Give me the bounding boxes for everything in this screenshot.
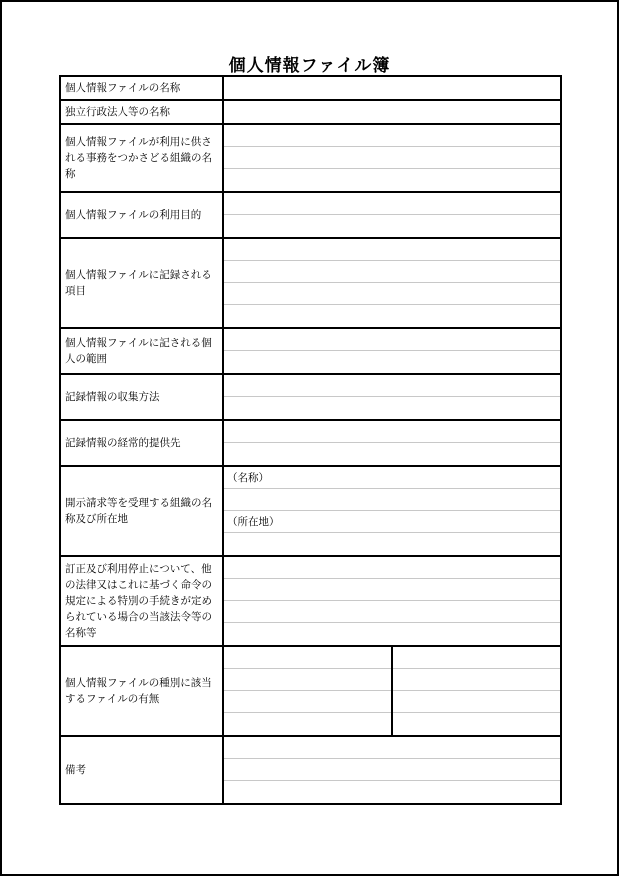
- table-row: [60, 556, 561, 646]
- entry-line[interactable]: [224, 601, 560, 623]
- form-title: 個人情報ファイル簿: [228, 56, 391, 76]
- row-label: 個人情報ファイルの名称: [60, 76, 223, 100]
- right-column[interactable]: [391, 647, 560, 735]
- value-cell[interactable]: [223, 124, 561, 192]
- table-row: [60, 192, 561, 238]
- entry-line[interactable]: [224, 77, 560, 99]
- entry-line[interactable]: [224, 557, 560, 579]
- entry-line[interactable]: [224, 305, 560, 327]
- entry-line[interactable]: [224, 239, 560, 261]
- entry-line[interactable]: [224, 215, 560, 237]
- row-label: 記録情報の経常的提供先: [60, 420, 223, 466]
- table-row: [60, 124, 561, 192]
- entry-line[interactable]: [224, 397, 560, 419]
- value-cell[interactable]: [223, 466, 561, 556]
- entry-line[interactable]: [224, 759, 560, 781]
- entry-line[interactable]: [224, 579, 560, 601]
- entry-line[interactable]: [224, 101, 560, 123]
- value-cell[interactable]: [223, 420, 561, 466]
- value-cell[interactable]: [223, 76, 561, 100]
- value-cell[interactable]: [223, 192, 561, 238]
- entry-line[interactable]: [393, 647, 560, 669]
- entry-line[interactable]: [224, 261, 560, 283]
- table-row: [60, 736, 561, 804]
- row-label: 個人情報ファイルが利用に供される事務をつかさどる組織の名称: [60, 124, 223, 192]
- entry-line[interactable]: [224, 647, 391, 669]
- row-label: 記録情報の収集方法: [60, 374, 223, 420]
- entry-line[interactable]: [393, 713, 560, 735]
- table-row: [60, 328, 561, 374]
- row-label: 個人情報ファイルに記される個人の範囲: [60, 328, 223, 374]
- row-label: 個人情報ファイルの利用目的: [60, 192, 223, 238]
- entry-line[interactable]: [224, 669, 391, 691]
- entry-line[interactable]: [224, 375, 560, 397]
- entry-line[interactable]: [224, 125, 560, 147]
- table-row: [60, 100, 561, 124]
- entry-line[interactable]: [224, 489, 560, 511]
- row-label: 開示請求等を受理する組織の名称及び所在地: [60, 466, 223, 556]
- entry-line[interactable]: [224, 781, 560, 803]
- entry-line[interactable]: [224, 623, 560, 645]
- entry-line[interactable]: [224, 737, 560, 759]
- value-cell[interactable]: [223, 374, 561, 420]
- row-label: 訂正及び利用停止について、他の法律又はこれに基づく命令の規定による特別の手続きが定められている場合の当該法令等の名称等: [60, 556, 223, 646]
- entry-line[interactable]: [224, 351, 560, 373]
- table-row: [60, 76, 561, 100]
- entry-line[interactable]: [224, 443, 560, 465]
- value-cell[interactable]: [223, 736, 561, 804]
- entry-line[interactable]: [224, 169, 560, 191]
- entry-line[interactable]: [224, 713, 391, 735]
- row-label: 個人情報ファイルに記録される項目: [60, 238, 223, 328]
- entry-line[interactable]: [224, 329, 560, 351]
- table-row: [60, 466, 561, 556]
- row-label: 備考: [60, 736, 223, 804]
- value-cell[interactable]: [223, 100, 561, 124]
- value-cell[interactable]: [223, 646, 561, 736]
- entry-line[interactable]: [224, 691, 391, 713]
- entry-line[interactable]: [224, 283, 560, 305]
- entry-line[interactable]: [224, 193, 560, 215]
- row-label: 個人情報ファイルの種別に該当するファイルの有無: [60, 646, 223, 736]
- value-cell[interactable]: [223, 556, 561, 646]
- table-row: [60, 420, 561, 466]
- value-cell[interactable]: [223, 328, 561, 374]
- value-cell[interactable]: [223, 238, 561, 328]
- left-column[interactable]: [224, 647, 391, 735]
- table-row: [60, 374, 561, 420]
- split-cell: [224, 647, 560, 735]
- entry-line[interactable]: [393, 669, 560, 691]
- entry-line[interactable]: [393, 691, 560, 713]
- entry-line[interactable]: [224, 533, 560, 555]
- table-row: [60, 646, 561, 736]
- address-subheading: （所在地）: [224, 511, 560, 533]
- entry-line[interactable]: [224, 147, 560, 169]
- entry-line[interactable]: [224, 421, 560, 443]
- row-label: 独立行政法人等の名称: [60, 100, 223, 124]
- name-subheading: （名称）: [224, 467, 560, 489]
- table-row: [60, 238, 561, 328]
- personal-info-file-register-table: [59, 75, 562, 805]
